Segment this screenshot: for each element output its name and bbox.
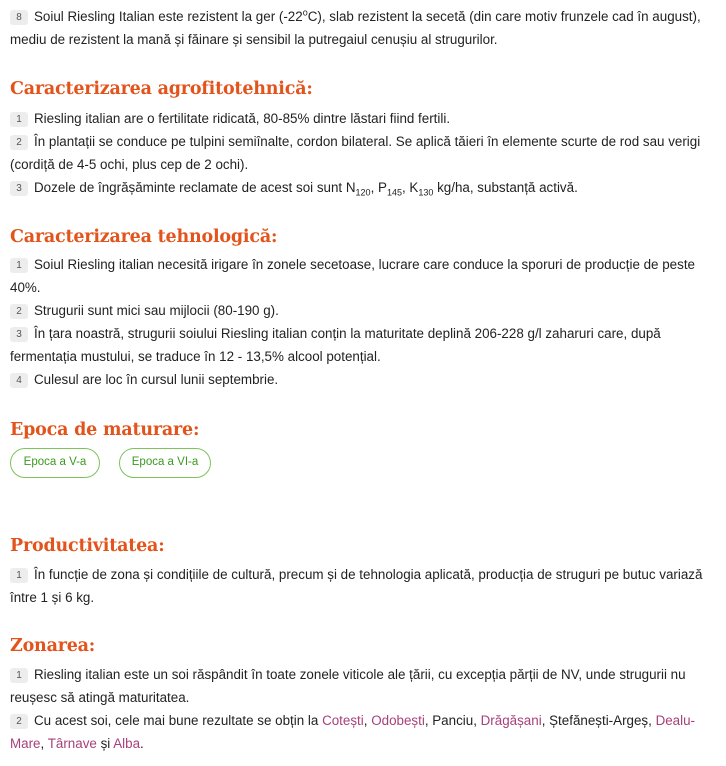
intro-text: Soiul Riesling Italian este rezistent la ger (-22 bbox=[34, 9, 303, 24]
item-number: 1 bbox=[10, 668, 28, 683]
place-link-odobesti[interactable]: Odobești bbox=[371, 713, 425, 728]
item-text: Soiul Riesling italian necesită irigare în zonele secetoase, lucrare care conduce la sporuri de producție de peste 40%. bbox=[10, 257, 695, 295]
item-number: 2 bbox=[10, 135, 28, 150]
item-text: În funcție de zona și condițiile de cultură, precum și de tehnologia aplicată, producția de struguri pe butuc variază între 1 și 6 kg. bbox=[10, 567, 703, 605]
item-number: 8 bbox=[10, 10, 28, 25]
item-text: În țara noastră, strugurii soiului Riesling italian conțin la maturitate deplină 206-228 g/l zaharuri care, după fermentația mustului, se traduce în 12 - 13,5% alcool potențial. bbox=[10, 326, 661, 364]
degree-sup: o bbox=[302, 7, 308, 18]
separator: , bbox=[363, 713, 372, 728]
list-item bbox=[10, 709, 722, 755]
item-number: 1 bbox=[10, 258, 28, 273]
item-text: kg/ha, substanță activă. bbox=[433, 180, 578, 195]
list-item bbox=[10, 176, 722, 199]
item-text: Strugurii sunt mici sau mijlocii (80-190 g). bbox=[34, 303, 279, 318]
list-item bbox=[10, 130, 722, 176]
item-text: Dozele de îngrășăminte reclamate de acest soi sunt N bbox=[34, 180, 356, 195]
section-title-agro: Caracterizarea agrofitotehnică: bbox=[10, 79, 313, 99]
item-text: Riesling italian este un soi răspândit în toate zonele viticole ale țării, cu excepția părții de NV, unde strugurii nu reușesc să atingă maturitatea. bbox=[10, 667, 686, 705]
section-title-tech: Caracterizarea tehnologică: bbox=[10, 227, 278, 247]
list-item bbox=[10, 299, 722, 322]
item-text: Culesul are loc în cursul lunii septembrie. bbox=[34, 372, 279, 387]
list-item bbox=[10, 663, 722, 709]
section-title-epoca: Epoca de maturare: bbox=[10, 420, 200, 440]
item-text: , K bbox=[401, 180, 419, 195]
subscript-p: 145 bbox=[386, 187, 402, 198]
separator: , bbox=[40, 736, 48, 751]
maturation-epoch-pill-2[interactable]: Epoca a VI-a bbox=[119, 448, 211, 478]
subscript-k: 130 bbox=[418, 187, 434, 198]
intro-paragraph bbox=[10, 5, 722, 51]
list-item bbox=[10, 368, 722, 391]
place-link-tarnave[interactable]: Târnave bbox=[47, 736, 97, 751]
place-link-dragasani[interactable]: Drăgășani bbox=[480, 713, 542, 728]
subscript-n: 120 bbox=[355, 187, 371, 198]
place-link-dealu-mare[interactable]: Dealu-Mare bbox=[10, 713, 696, 751]
section-title-zone: Zonarea: bbox=[10, 636, 96, 656]
item-number: 2 bbox=[10, 714, 28, 729]
item-text: , P bbox=[370, 180, 387, 195]
item-number: 2 bbox=[10, 304, 28, 319]
place-link-alba[interactable]: Alba bbox=[113, 736, 141, 751]
item-text: În plantații se conduce pe tulpini semiînalte, cordon bilateral. Se aplică tăieri în elemente scurte de rod sau verigi (cordiță de 4-5 ochi, plus cep de 2 ochi). bbox=[10, 134, 701, 172]
place-link-cotesti[interactable]: Cotești bbox=[322, 713, 364, 728]
list-item bbox=[10, 563, 722, 609]
list-item bbox=[10, 107, 722, 130]
item-number: 3 bbox=[10, 327, 28, 342]
item-number: 1 bbox=[10, 112, 28, 127]
separator: . bbox=[140, 736, 144, 751]
separator: , Ștefănești-Argeș, bbox=[541, 713, 656, 728]
item-number: 3 bbox=[10, 181, 28, 196]
list-item bbox=[10, 322, 722, 368]
intro-text-2: C), slab rezistent la secetă (din care motiv frunzele cad în august), mediu de rezistent la mană și făinare și sensibil la putregaiul cenușiu al strugurilor. bbox=[10, 9, 701, 47]
item-text: Cu acest soi, cele mai bune rezultate se obțin la bbox=[34, 713, 323, 728]
maturation-epoch-pill-1[interactable]: Epoca a V-a bbox=[10, 448, 100, 478]
item-text: Riesling italian are o fertilitate ridicată, 80-85% dintre lăstari fiind fertili. bbox=[34, 111, 451, 126]
list-item bbox=[10, 253, 722, 299]
section-title-prod: Productivitatea: bbox=[10, 536, 165, 556]
item-number: 1 bbox=[10, 568, 28, 583]
separator: , Panciu, bbox=[424, 713, 481, 728]
item-number: 4 bbox=[10, 373, 28, 388]
separator: și bbox=[96, 736, 114, 751]
